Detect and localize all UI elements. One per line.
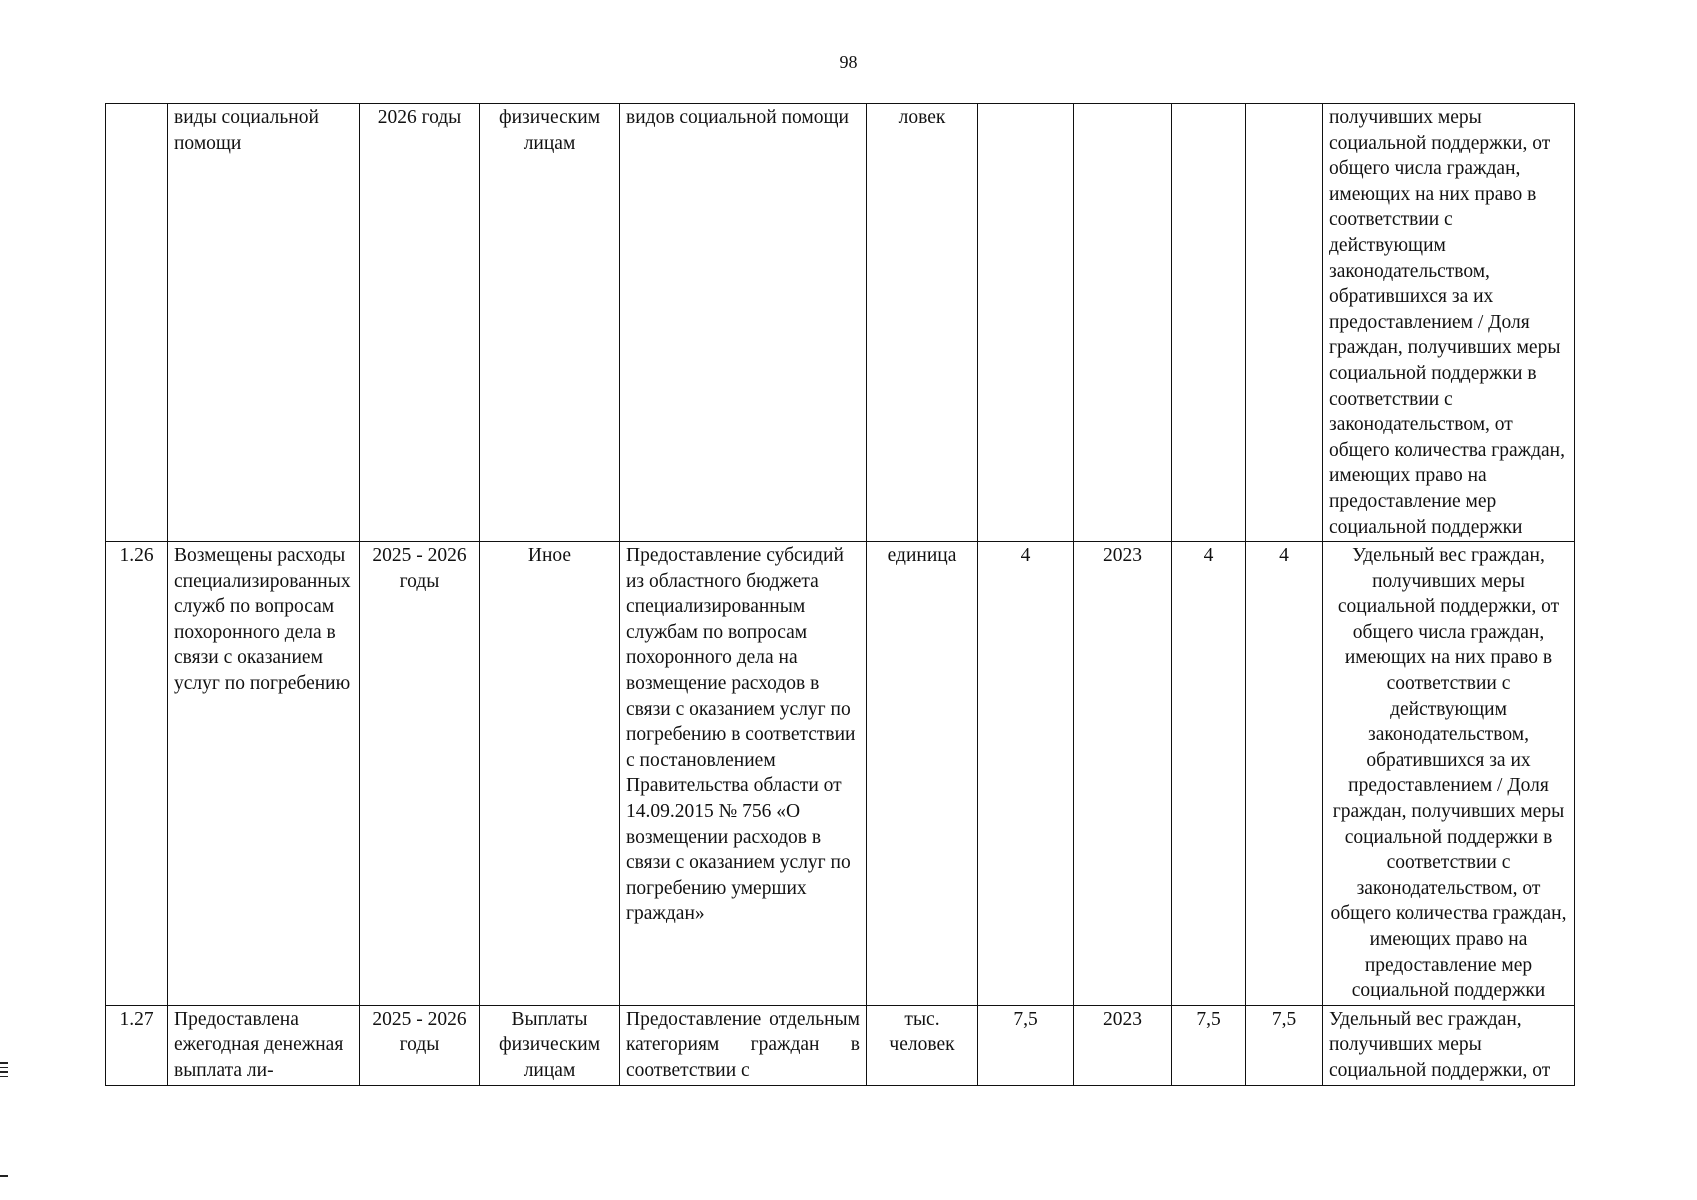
measure-type: Выплаты физическим лицам bbox=[480, 1005, 620, 1085]
value-2026 bbox=[1246, 104, 1323, 542]
measure-unit: тыс. человек bbox=[867, 1005, 978, 1085]
base-year bbox=[1074, 104, 1172, 542]
indicator-link: получивших меры социальной поддержки, от общего числа граждан, имеющих на них право в соответствии с действующим законодательством, обратившихся за их предоставлением / Доля граждан, получивших меры социальной поддержки в соответствии с законодательством, от общего количества граждан, имеющих право на предоставление мер социальной поддержки bbox=[1323, 104, 1575, 542]
measure-description: Предоставление субсидий из областного бюджета специализированным службам по вопросам похоронного дела на возмещение расходов в связи с оказанием услуг по погребению в соответствии с постановлением Правительства области от 14.09.2015 № 756 «О возмещении расходов в связи с оказанием услуг по погребению умерших граждан» bbox=[620, 542, 867, 1006]
value-2025: 4 bbox=[1172, 542, 1246, 1006]
table-row bbox=[106, 542, 1575, 1006]
base-value: 7,5 bbox=[978, 1005, 1074, 1085]
measure-description: Предоставление отдельным категориям граждан в соответствии с bbox=[620, 1005, 867, 1085]
value-2026: 7,5 bbox=[1246, 1005, 1323, 1085]
measure-period: 2026 годы bbox=[360, 104, 480, 542]
measure-name: виды социальной помощи bbox=[168, 104, 360, 542]
measure-unit: единица bbox=[867, 542, 978, 1006]
base-value: 4 bbox=[978, 542, 1074, 1006]
measure-unit: ловек bbox=[867, 104, 978, 542]
measure-name: Предоставлена ежегодная денежная выплата ли- bbox=[168, 1005, 360, 1085]
table-row bbox=[106, 104, 1575, 542]
measure-period: 2025 - 2026 годы bbox=[360, 1005, 480, 1085]
indicator-link: Удельный вес граждан, получивших меры социальной поддержки, от общего числа граждан, имеющих на них право в соответствии с действующим законодательством, обратившихся за их предоставлением / Доля граждан, получивших меры социальной поддержки в соответствии с законодательством, от общего количества граждан, имеющих право на предоставление мер социальной поддержки bbox=[1323, 542, 1575, 1006]
row-number: 1.27 bbox=[106, 1005, 168, 1085]
base-year: 2023 bbox=[1074, 542, 1172, 1006]
measure-period: 2025 - 2026 годы bbox=[360, 542, 480, 1006]
margin-mark bbox=[0, 1175, 8, 1177]
value-2025 bbox=[1172, 104, 1246, 542]
measures-table bbox=[105, 103, 1575, 1086]
page-number: 98 bbox=[839, 52, 858, 72]
base-year: 2023 bbox=[1074, 1005, 1172, 1085]
measure-type: Иное bbox=[480, 542, 620, 1006]
measure-description: видов социальной помощи bbox=[620, 104, 867, 542]
indicator-link: Удельный вес граждан, получивших меры социальной поддержки, от bbox=[1323, 1005, 1575, 1085]
base-value bbox=[978, 104, 1074, 542]
row-number bbox=[106, 104, 168, 542]
margin-marks bbox=[0, 1062, 10, 1080]
measure-name: Возмещены расходы специализированных служб по вопросам похоронного дела в связи с оказанием услуг по погребению bbox=[168, 542, 360, 1006]
row-number: 1.26 bbox=[106, 542, 168, 1006]
table-row bbox=[106, 1005, 1575, 1085]
value-2026: 4 bbox=[1246, 542, 1323, 1006]
measure-type: физическим лицам bbox=[480, 104, 620, 542]
value-2025: 7,5 bbox=[1172, 1005, 1246, 1085]
